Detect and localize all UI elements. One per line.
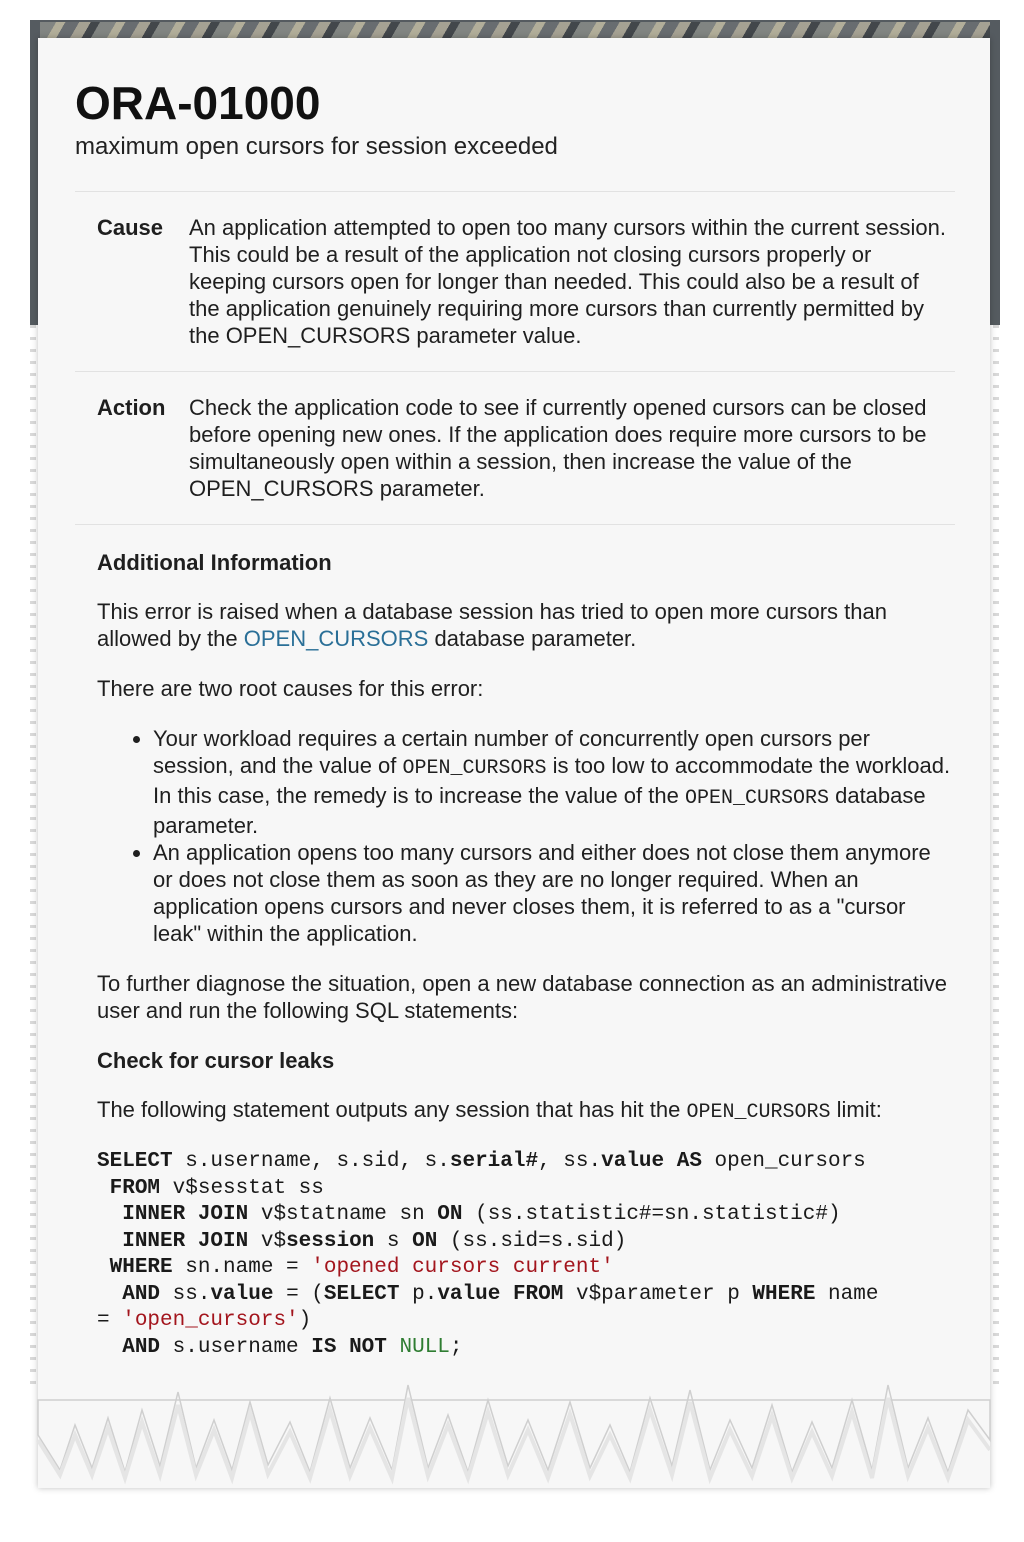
list-item: • Your workload requires a certain number of concurrently open cursors per session, and the value of OPEN_CURSORS is too low to accommodate the workload. In this case, the remedy is to increase the value of the OPEN_CURSORS database parameter. <box>153 725 955 839</box>
sql-line: WHERE sn.name = 'opened cursors current' <box>109 1256 614 1279</box>
root-causes-paragraph: There are two root causes for this error: <box>97 676 484 701</box>
cause-label: Cause <box>97 215 164 240</box>
intro-paragraph: This error is raised when a database session has tried to open more cursors than allowed by the OPEN_CURSORS database parameter. <box>97 599 887 651</box>
error-code: ORA-01000 <box>75 77 321 129</box>
sql-line: = 'open_cursors') <box>97 1309 312 1332</box>
sql-line: AND s.username IS NOT NULL; <box>122 1335 463 1359</box>
sql-line: SELECT s.username, s.sid, s.serial#, ss.value AS open_cursors <box>97 1150 866 1173</box>
root-causes-list <box>97 725 955 947</box>
action-text: Check the application code to see if currently opened cursors can be closed before opening new ones. If the application does require more cursors to be simultaneously open within a session, then increase the value of the OPEN_CURSORS parameter. <box>189 395 927 501</box>
sql-line: FROM v$sesstat ss <box>109 1176 324 1200</box>
error-message: maximum open cursors for session exceeded <box>75 133 558 160</box>
additional-heading: Additional Information <box>97 550 332 575</box>
action-section <box>75 372 955 524</box>
list-item: • An application opens too many cursors and either does not close them anymore or does not close them as soon as they are no longer required. When an application opens cursors and never closes them, it is referred to as a "cursor leak" within the application. <box>153 839 955 947</box>
diagnose-paragraph: To further diagnose the situation, open a new database connection as an administrative user and run the following SQL statements: <box>97 971 947 1023</box>
action-label: Action <box>97 395 166 420</box>
cause-text: An application attempted to open too many cursors within the current session. This could be a result of the application not closing cursors properly or keeping cursors open for longer than needed. This could also be a result of the application genuinely requiring more cursors than currently permitted by the OPEN_CURSORS parameter value. <box>189 215 946 348</box>
statement-paragraph: The following statement outputs any session that has hit the OPEN_CURSORS limit: <box>97 1097 882 1124</box>
cursor-leaks-heading: Check for cursor leaks <box>97 1048 335 1073</box>
additional-information <box>75 525 955 1361</box>
cause-section <box>75 192 955 371</box>
open-cursors-link[interactable]: OPEN_CURSORS <box>243 626 429 651</box>
sql-line: INNER JOIN v$session s ON (ss.sid=s.sid) <box>122 1229 627 1253</box>
torn-paper-edge <box>0 1380 1024 1542</box>
error-document <box>75 75 955 1361</box>
sql-code-block[interactable] <box>97 1149 955 1361</box>
perforation-right <box>993 325 999 1385</box>
perforation-left <box>30 325 36 1385</box>
sql-line: INNER JOIN v$statname sn ON (ss.statistic#=sn.statistic#) <box>122 1203 841 1226</box>
sql-line: AND ss.value = (SELECT p.value FROM v$parameter p WHERE name <box>122 1282 879 1306</box>
